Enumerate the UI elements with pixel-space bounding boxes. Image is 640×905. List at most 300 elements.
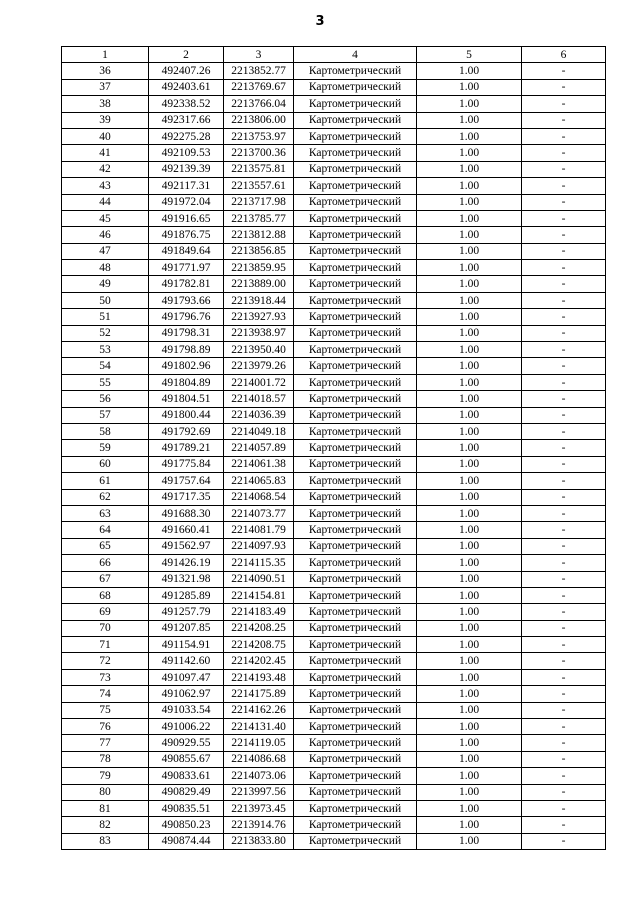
description-cell: -	[522, 719, 606, 735]
y-coordinate-cell: 2213889.00	[224, 276, 294, 292]
accuracy-cell: 1.00	[417, 178, 522, 194]
accuracy-cell: 1.00	[417, 260, 522, 276]
table-row	[62, 178, 606, 194]
y-coordinate-cell: 2214018.57	[224, 391, 294, 407]
y-coordinate-cell: 2213806.00	[224, 112, 294, 128]
y-coordinate-cell: 2213979.26	[224, 358, 294, 374]
method-cell: Картометрический	[294, 571, 417, 587]
x-coordinate-cell: 491142.60	[149, 653, 224, 669]
point-number-cell: 73	[62, 669, 149, 685]
method-cell: Картометрический	[294, 686, 417, 702]
accuracy-cell: 1.00	[417, 669, 522, 685]
y-coordinate-cell: 2213914.76	[224, 817, 294, 833]
description-cell: -	[522, 620, 606, 636]
description-cell: -	[522, 505, 606, 521]
table-row	[62, 473, 606, 489]
x-coordinate-cell: 491849.64	[149, 243, 224, 259]
x-coordinate-cell: 491033.54	[149, 702, 224, 718]
method-cell: Картометрический	[294, 112, 417, 128]
x-coordinate-cell: 491257.79	[149, 604, 224, 620]
point-number-cell: 82	[62, 817, 149, 833]
accuracy-cell: 1.00	[417, 145, 522, 161]
description-cell: -	[522, 243, 606, 259]
table-row	[62, 194, 606, 210]
y-coordinate-cell: 2214208.25	[224, 620, 294, 636]
point-number-cell: 44	[62, 194, 149, 210]
accuracy-cell: 1.00	[417, 489, 522, 505]
table-row	[62, 637, 606, 653]
column-header: 1	[62, 47, 149, 63]
y-coordinate-cell: 2214036.39	[224, 407, 294, 423]
accuracy-cell: 1.00	[417, 128, 522, 144]
description-cell: -	[522, 833, 606, 849]
method-cell: Картометрический	[294, 63, 417, 79]
table-row	[62, 833, 606, 849]
method-cell: Картометрический	[294, 260, 417, 276]
x-coordinate-cell: 491782.81	[149, 276, 224, 292]
table-row	[62, 456, 606, 472]
description-cell: -	[522, 358, 606, 374]
y-coordinate-cell: 2214162.26	[224, 702, 294, 718]
method-cell: Картометрический	[294, 243, 417, 259]
column-header: 6	[522, 47, 606, 63]
description-cell: -	[522, 292, 606, 308]
accuracy-cell: 1.00	[417, 374, 522, 390]
accuracy-cell: 1.00	[417, 96, 522, 112]
accuracy-cell: 1.00	[417, 210, 522, 226]
y-coordinate-cell: 2214193.48	[224, 669, 294, 685]
point-number-cell: 48	[62, 260, 149, 276]
description-cell: -	[522, 391, 606, 407]
x-coordinate-cell: 491285.89	[149, 587, 224, 603]
point-number-cell: 76	[62, 719, 149, 735]
table-row	[62, 587, 606, 603]
x-coordinate-cell: 491062.97	[149, 686, 224, 702]
description-cell: -	[522, 342, 606, 358]
point-number-cell: 66	[62, 555, 149, 571]
point-number-cell: 81	[62, 800, 149, 816]
accuracy-cell: 1.00	[417, 604, 522, 620]
x-coordinate-cell: 491804.89	[149, 374, 224, 390]
y-coordinate-cell: 2214154.81	[224, 587, 294, 603]
table-row	[62, 276, 606, 292]
point-number-cell: 46	[62, 227, 149, 243]
description-cell: -	[522, 604, 606, 620]
table-row	[62, 292, 606, 308]
method-cell: Картометрический	[294, 309, 417, 325]
method-cell: Картометрический	[294, 276, 417, 292]
table-row	[62, 489, 606, 505]
table-row	[62, 374, 606, 390]
description-cell: -	[522, 489, 606, 505]
table-row	[62, 128, 606, 144]
description-cell: -	[522, 440, 606, 456]
accuracy-cell: 1.00	[417, 161, 522, 177]
accuracy-cell: 1.00	[417, 243, 522, 259]
method-cell: Картометрический	[294, 473, 417, 489]
accuracy-cell: 1.00	[417, 456, 522, 472]
table-header-row	[62, 47, 606, 63]
x-coordinate-cell: 490929.55	[149, 735, 224, 751]
point-number-cell: 72	[62, 653, 149, 669]
accuracy-cell: 1.00	[417, 473, 522, 489]
y-coordinate-cell: 2213938.97	[224, 325, 294, 341]
description-cell: -	[522, 768, 606, 784]
description-cell: -	[522, 210, 606, 226]
point-number-cell: 64	[62, 522, 149, 538]
point-number-cell: 60	[62, 456, 149, 472]
point-number-cell: 62	[62, 489, 149, 505]
y-coordinate-cell: 2214065.83	[224, 473, 294, 489]
accuracy-cell: 1.00	[417, 800, 522, 816]
x-coordinate-cell: 491154.91	[149, 637, 224, 653]
y-coordinate-cell: 2214183.49	[224, 604, 294, 620]
point-number-cell: 78	[62, 751, 149, 767]
method-cell: Картометрический	[294, 178, 417, 194]
table-row	[62, 751, 606, 767]
x-coordinate-cell: 491916.65	[149, 210, 224, 226]
description-cell: -	[522, 260, 606, 276]
accuracy-cell: 1.00	[417, 505, 522, 521]
accuracy-cell: 1.00	[417, 702, 522, 718]
x-coordinate-cell: 492109.53	[149, 145, 224, 161]
method-cell: Картометрический	[294, 637, 417, 653]
method-cell: Картометрический	[294, 604, 417, 620]
table-body	[62, 63, 606, 850]
column-header: 3	[224, 47, 294, 63]
table-row	[62, 800, 606, 816]
accuracy-cell: 1.00	[417, 407, 522, 423]
table-row	[62, 391, 606, 407]
method-cell: Картометрический	[294, 719, 417, 735]
accuracy-cell: 1.00	[417, 653, 522, 669]
accuracy-cell: 1.00	[417, 686, 522, 702]
x-coordinate-cell: 491789.21	[149, 440, 224, 456]
x-coordinate-cell: 491792.69	[149, 423, 224, 439]
accuracy-cell: 1.00	[417, 768, 522, 784]
x-coordinate-cell: 491876.75	[149, 227, 224, 243]
x-coordinate-cell: 491796.76	[149, 309, 224, 325]
table-row	[62, 653, 606, 669]
accuracy-cell: 1.00	[417, 751, 522, 767]
table-row	[62, 325, 606, 341]
description-cell: -	[522, 96, 606, 112]
y-coordinate-cell: 2214081.79	[224, 522, 294, 538]
table-row	[62, 669, 606, 685]
description-cell: -	[522, 276, 606, 292]
method-cell: Картометрический	[294, 784, 417, 800]
method-cell: Картометрический	[294, 620, 417, 636]
method-cell: Картометрический	[294, 194, 417, 210]
description-cell: -	[522, 423, 606, 439]
y-coordinate-cell: 2213700.36	[224, 145, 294, 161]
y-coordinate-cell: 2213557.61	[224, 178, 294, 194]
x-coordinate-cell: 491006.22	[149, 719, 224, 735]
method-cell: Картометрический	[294, 128, 417, 144]
table-row	[62, 702, 606, 718]
method-cell: Картометрический	[294, 96, 417, 112]
table-row	[62, 686, 606, 702]
y-coordinate-cell: 2213950.40	[224, 342, 294, 358]
y-coordinate-cell: 2213997.56	[224, 784, 294, 800]
table-row	[62, 407, 606, 423]
point-number-cell: 55	[62, 374, 149, 390]
table-row	[62, 604, 606, 620]
description-cell: -	[522, 735, 606, 751]
x-coordinate-cell: 491800.44	[149, 407, 224, 423]
point-number-cell: 68	[62, 587, 149, 603]
y-coordinate-cell: 2214119.05	[224, 735, 294, 751]
y-coordinate-cell: 2214068.54	[224, 489, 294, 505]
accuracy-cell: 1.00	[417, 227, 522, 243]
x-coordinate-cell: 490833.61	[149, 768, 224, 784]
point-number-cell: 53	[62, 342, 149, 358]
accuracy-cell: 1.00	[417, 440, 522, 456]
description-cell: -	[522, 669, 606, 685]
table-row	[62, 735, 606, 751]
y-coordinate-cell: 2214115.35	[224, 555, 294, 571]
y-coordinate-cell: 2213927.93	[224, 309, 294, 325]
description-cell: -	[522, 145, 606, 161]
table-row	[62, 817, 606, 833]
description-cell: -	[522, 555, 606, 571]
point-number-cell: 65	[62, 538, 149, 554]
table-row	[62, 210, 606, 226]
description-cell: -	[522, 522, 606, 538]
point-number-cell: 79	[62, 768, 149, 784]
point-number-cell: 69	[62, 604, 149, 620]
method-cell: Картометрический	[294, 358, 417, 374]
y-coordinate-cell: 2213856.85	[224, 243, 294, 259]
point-number-cell: 47	[62, 243, 149, 259]
x-coordinate-cell: 491972.04	[149, 194, 224, 210]
table-row	[62, 784, 606, 800]
accuracy-cell: 1.00	[417, 587, 522, 603]
table-row	[62, 538, 606, 554]
y-coordinate-cell: 2213973.45	[224, 800, 294, 816]
point-number-cell: 58	[62, 423, 149, 439]
description-cell: -	[522, 227, 606, 243]
method-cell: Картометрический	[294, 669, 417, 685]
column-header: 4	[294, 47, 417, 63]
accuracy-cell: 1.00	[417, 555, 522, 571]
table-row	[62, 63, 606, 79]
accuracy-cell: 1.00	[417, 423, 522, 439]
method-cell: Картометрический	[294, 768, 417, 784]
x-coordinate-cell: 490835.51	[149, 800, 224, 816]
table-row	[62, 571, 606, 587]
method-cell: Картометрический	[294, 751, 417, 767]
point-number-cell: 71	[62, 637, 149, 653]
method-cell: Картометрический	[294, 456, 417, 472]
accuracy-cell: 1.00	[417, 325, 522, 341]
y-coordinate-cell: 2213859.95	[224, 260, 294, 276]
y-coordinate-cell: 2214131.40	[224, 719, 294, 735]
description-cell: -	[522, 686, 606, 702]
x-coordinate-cell: 492407.26	[149, 63, 224, 79]
x-coordinate-cell: 491793.66	[149, 292, 224, 308]
method-cell: Картометрический	[294, 653, 417, 669]
method-cell: Картометрический	[294, 342, 417, 358]
point-number-cell: 52	[62, 325, 149, 341]
accuracy-cell: 1.00	[417, 342, 522, 358]
point-number-cell: 36	[62, 63, 149, 79]
method-cell: Картометрический	[294, 210, 417, 226]
table-row	[62, 719, 606, 735]
description-cell: -	[522, 325, 606, 341]
point-number-cell: 54	[62, 358, 149, 374]
accuracy-cell: 1.00	[417, 276, 522, 292]
point-number-cell: 50	[62, 292, 149, 308]
table-row	[62, 440, 606, 456]
method-cell: Картометрический	[294, 79, 417, 95]
x-coordinate-cell: 490874.44	[149, 833, 224, 849]
description-cell: -	[522, 407, 606, 423]
table-row	[62, 260, 606, 276]
method-cell: Картометрический	[294, 325, 417, 341]
x-coordinate-cell: 491802.96	[149, 358, 224, 374]
y-coordinate-cell: 2214073.77	[224, 505, 294, 521]
point-number-cell: 74	[62, 686, 149, 702]
table-row	[62, 768, 606, 784]
x-coordinate-cell: 491804.51	[149, 391, 224, 407]
accuracy-cell: 1.00	[417, 620, 522, 636]
point-number-cell: 83	[62, 833, 149, 849]
method-cell: Картометрический	[294, 145, 417, 161]
point-number-cell: 38	[62, 96, 149, 112]
column-header: 2	[149, 47, 224, 63]
table-row	[62, 161, 606, 177]
point-number-cell: 77	[62, 735, 149, 751]
table-row	[62, 227, 606, 243]
point-number-cell: 37	[62, 79, 149, 95]
point-number-cell: 56	[62, 391, 149, 407]
x-coordinate-cell: 491798.89	[149, 342, 224, 358]
accuracy-cell: 1.00	[417, 79, 522, 95]
x-coordinate-cell: 490850.23	[149, 817, 224, 833]
y-coordinate-cell: 2214049.18	[224, 423, 294, 439]
table-row	[62, 112, 606, 128]
point-number-cell: 80	[62, 784, 149, 800]
x-coordinate-cell: 491207.85	[149, 620, 224, 636]
point-number-cell: 51	[62, 309, 149, 325]
method-cell: Картометрический	[294, 292, 417, 308]
table-row	[62, 145, 606, 161]
point-number-cell: 42	[62, 161, 149, 177]
y-coordinate-cell: 2214073.06	[224, 768, 294, 784]
table-row	[62, 423, 606, 439]
x-coordinate-cell: 491097.47	[149, 669, 224, 685]
description-cell: -	[522, 112, 606, 128]
y-coordinate-cell: 2213852.77	[224, 63, 294, 79]
x-coordinate-cell: 491757.64	[149, 473, 224, 489]
x-coordinate-cell: 492338.52	[149, 96, 224, 112]
description-cell: -	[522, 653, 606, 669]
description-cell: -	[522, 456, 606, 472]
y-coordinate-cell: 2214090.51	[224, 571, 294, 587]
x-coordinate-cell: 491798.31	[149, 325, 224, 341]
method-cell: Картометрический	[294, 817, 417, 833]
table-row	[62, 555, 606, 571]
description-cell: -	[522, 194, 606, 210]
method-cell: Картометрический	[294, 391, 417, 407]
table-row	[62, 505, 606, 521]
table-row	[62, 243, 606, 259]
table-row	[62, 358, 606, 374]
y-coordinate-cell: 2214001.72	[224, 374, 294, 390]
y-coordinate-cell: 2214208.75	[224, 637, 294, 653]
description-cell: -	[522, 128, 606, 144]
method-cell: Картометрический	[294, 440, 417, 456]
table-row	[62, 522, 606, 538]
accuracy-cell: 1.00	[417, 735, 522, 751]
method-cell: Картометрический	[294, 407, 417, 423]
x-coordinate-cell: 492139.39	[149, 161, 224, 177]
accuracy-cell: 1.00	[417, 538, 522, 554]
x-coordinate-cell: 492403.61	[149, 79, 224, 95]
accuracy-cell: 1.00	[417, 637, 522, 653]
description-cell: -	[522, 817, 606, 833]
description-cell: -	[522, 702, 606, 718]
y-coordinate-cell: 2214086.68	[224, 751, 294, 767]
x-coordinate-cell: 491717.35	[149, 489, 224, 505]
accuracy-cell: 1.00	[417, 522, 522, 538]
point-number-cell: 45	[62, 210, 149, 226]
description-cell: -	[522, 79, 606, 95]
point-number-cell: 43	[62, 178, 149, 194]
description-cell: -	[522, 571, 606, 587]
accuracy-cell: 1.00	[417, 309, 522, 325]
table-row	[62, 620, 606, 636]
method-cell: Картометрический	[294, 800, 417, 816]
method-cell: Картометрический	[294, 702, 417, 718]
method-cell: Картометрический	[294, 505, 417, 521]
description-cell: -	[522, 587, 606, 603]
x-coordinate-cell: 491771.97	[149, 260, 224, 276]
accuracy-cell: 1.00	[417, 719, 522, 735]
point-number-cell: 59	[62, 440, 149, 456]
x-coordinate-cell: 492117.31	[149, 178, 224, 194]
x-coordinate-cell: 491321.98	[149, 571, 224, 587]
y-coordinate-cell: 2213812.88	[224, 227, 294, 243]
description-cell: -	[522, 161, 606, 177]
description-cell: -	[522, 800, 606, 816]
y-coordinate-cell: 2213575.81	[224, 161, 294, 177]
point-number-cell: 40	[62, 128, 149, 144]
y-coordinate-cell: 2213918.44	[224, 292, 294, 308]
coordinates-table	[61, 46, 606, 850]
accuracy-cell: 1.00	[417, 358, 522, 374]
method-cell: Картометрический	[294, 555, 417, 571]
accuracy-cell: 1.00	[417, 784, 522, 800]
description-cell: -	[522, 637, 606, 653]
column-header: 5	[417, 47, 522, 63]
description-cell: -	[522, 473, 606, 489]
accuracy-cell: 1.00	[417, 391, 522, 407]
description-cell: -	[522, 374, 606, 390]
x-coordinate-cell: 491426.19	[149, 555, 224, 571]
accuracy-cell: 1.00	[417, 833, 522, 849]
method-cell: Картометрический	[294, 489, 417, 505]
method-cell: Картометрический	[294, 522, 417, 538]
y-coordinate-cell: 2213833.80	[224, 833, 294, 849]
y-coordinate-cell: 2213785.77	[224, 210, 294, 226]
method-cell: Картометрический	[294, 833, 417, 849]
point-number-cell: 39	[62, 112, 149, 128]
method-cell: Картометрический	[294, 735, 417, 751]
x-coordinate-cell: 490829.49	[149, 784, 224, 800]
page-number: 3	[315, 14, 325, 29]
